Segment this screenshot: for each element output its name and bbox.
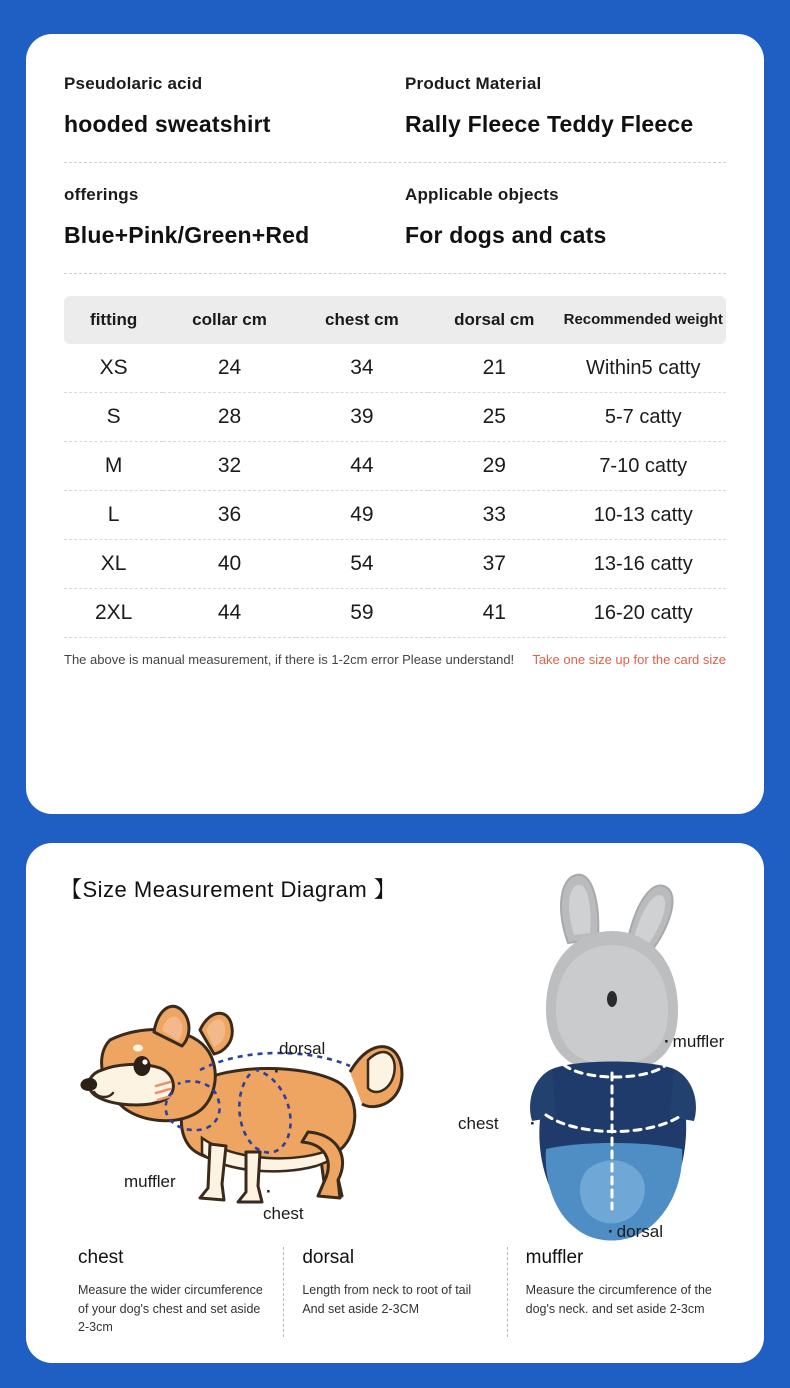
explain-text: Measure the circumference of the dog's neck. and set aside 2-3cm <box>525 1282 712 1316</box>
dog-chest-dot <box>266 1182 272 1202</box>
cell-chest: 34 <box>296 344 428 393</box>
illustration-area <box>60 904 730 1241</box>
spec-cell-product-name <box>64 74 385 156</box>
spec-label: Product Material <box>405 74 542 93</box>
explain-text: Length from neck to root of tail And set aside 2-3CM <box>302 1282 472 1316</box>
product-spec-card <box>26 34 764 814</box>
column-header-dorsal: dorsal cm <box>428 296 560 344</box>
cell-fitting: S <box>64 393 163 442</box>
spec-cell-applicable-objects <box>405 185 726 267</box>
table-row <box>64 442 726 491</box>
cell-dorsal: 29 <box>428 442 560 491</box>
measurement-disclaimer: The above is manual measurement, if there is 1-2cm error Please understand! <box>64 652 515 667</box>
cell-dorsal: 25 <box>428 393 560 442</box>
product-chest-dot <box>530 1114 536 1134</box>
table-row <box>64 393 726 442</box>
cell-chest: 59 <box>296 589 428 638</box>
cell-collar: 40 <box>163 540 295 589</box>
cell-collar: 24 <box>163 344 295 393</box>
spec-label: Applicable objects <box>405 185 559 204</box>
dog-label-dorsal: dorsal <box>279 1039 326 1058</box>
cell-weight: 13-16 catty <box>560 540 726 589</box>
column-header-chest: chest cm <box>296 296 428 344</box>
cell-weight: 16-20 catty <box>560 589 726 638</box>
table-row <box>64 540 726 589</box>
table-row <box>64 491 726 540</box>
explain-text: Measure the wider circumference of your dog's chest and set aside 2-3cm <box>78 1282 263 1335</box>
spec-value: For dogs and cats <box>405 222 607 248</box>
table-row <box>64 344 726 393</box>
explain-muffler <box>507 1247 730 1337</box>
cell-collar: 36 <box>163 491 295 540</box>
cell-fitting: M <box>64 442 163 491</box>
spec-grid <box>64 74 726 156</box>
spec-divider <box>64 162 726 163</box>
measurement-explanations <box>60 1247 730 1337</box>
product-label-chest: chest <box>458 1114 499 1133</box>
cell-collar: 32 <box>163 442 295 491</box>
cell-weight: Within5 catty <box>560 344 726 393</box>
spec-value: Blue+Pink/Green+Red <box>64 222 310 248</box>
cell-chest: 44 <box>296 442 428 491</box>
dog-label-chest: chest <box>263 1204 304 1223</box>
dog-dorsal-dot <box>274 1062 280 1082</box>
cell-chest: 39 <box>296 393 428 442</box>
spec-grid-2 <box>64 185 726 267</box>
cell-fitting: L <box>64 491 163 540</box>
cell-weight: 10-13 catty <box>560 491 726 540</box>
cell-dorsal: 33 <box>428 491 560 540</box>
cell-collar: 28 <box>163 393 295 442</box>
column-header-collar: collar cm <box>163 296 295 344</box>
cell-dorsal: 37 <box>428 540 560 589</box>
explain-heading: dorsal <box>302 1246 355 1268</box>
column-header-fitting: fitting <box>64 296 163 344</box>
dog-illustration <box>50 962 430 1242</box>
size-table-body <box>64 344 726 638</box>
size-up-note: Take one size up for the card size <box>532 652 726 667</box>
cell-weight: 5-7 catty <box>560 393 726 442</box>
column-header-weight: Recommended weight <box>560 296 726 344</box>
explain-heading: muffler <box>525 1246 584 1268</box>
cell-collar: 44 <box>163 589 295 638</box>
table-header-row <box>64 296 726 344</box>
product-label-dorsal: · dorsal <box>608 1222 663 1242</box>
cell-chest: 49 <box>296 491 428 540</box>
spec-cell-material <box>405 74 726 156</box>
explain-chest <box>60 1247 283 1337</box>
cell-fitting: XS <box>64 344 163 393</box>
dog-label-muffler: muffler <box>124 1172 176 1191</box>
size-table-head <box>64 296 726 344</box>
product-label-muffler: · muffler <box>664 1032 724 1052</box>
spec-label: offerings <box>64 185 139 204</box>
size-table <box>64 296 726 638</box>
spec-value: Rally Fleece Teddy Fleece <box>405 111 694 137</box>
cell-dorsal: 21 <box>428 344 560 393</box>
spec-cell-offerings <box>64 185 385 267</box>
spec-label: Pseudolaric acid <box>64 74 203 93</box>
diagram-title: 【Size Measurement Diagram 】 <box>60 877 397 902</box>
cell-fitting: XL <box>64 540 163 589</box>
explain-dorsal <box>283 1247 506 1337</box>
cell-weight: 7-10 catty <box>560 442 726 491</box>
cell-fitting: 2XL <box>64 589 163 638</box>
table-row <box>64 589 726 638</box>
explain-heading: chest <box>78 1246 124 1268</box>
cell-chest: 54 <box>296 540 428 589</box>
product-illustration <box>460 869 760 1259</box>
size-measurement-card <box>26 843 764 1363</box>
spec-value: hooded sweatshirt <box>64 111 271 137</box>
table-notes <box>64 652 726 667</box>
cell-dorsal: 41 <box>428 589 560 638</box>
spec-divider-2 <box>64 273 726 274</box>
